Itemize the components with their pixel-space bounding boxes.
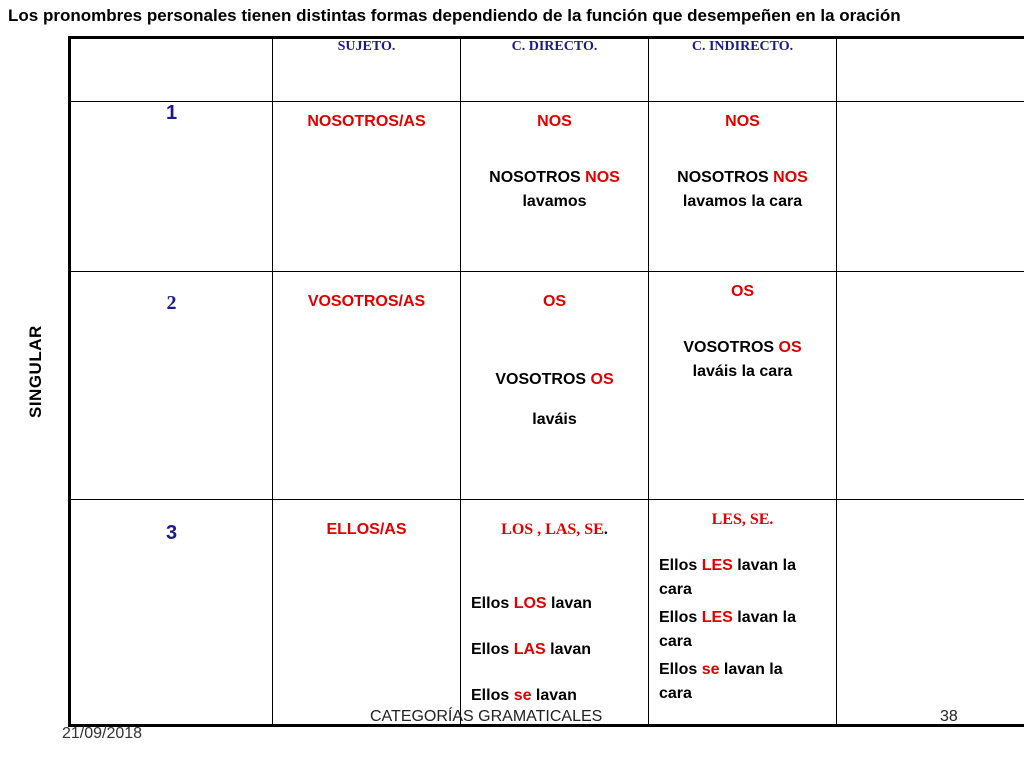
- ci-example-verb: lavamos la cara: [682, 193, 803, 210]
- sujeto-cell: [273, 500, 461, 726]
- ci-pronoun: OS: [730, 283, 755, 300]
- row-number: 3: [70, 500, 273, 726]
- footer-title: CATEGORÍAS GRAMATICALES: [370, 708, 603, 725]
- ci-example-line: Ellos se lavan la cara: [659, 661, 783, 702]
- c-directo-cell: [461, 102, 649, 272]
- table-row: [70, 272, 1024, 500]
- c-indirecto-cell: [649, 272, 837, 500]
- ci-example-line: Ellos LES lavan la cara: [659, 557, 796, 598]
- cd-example-line: Ellos se lavan: [471, 687, 577, 704]
- cd-pronoun: LOS , LAS, SE.: [501, 521, 608, 538]
- sujeto-cell: [273, 102, 461, 272]
- table-row: [70, 102, 1024, 272]
- cd-example-line: Ellos LAS lavan: [471, 641, 592, 658]
- row-number: 1: [70, 102, 273, 272]
- c-indirecto-cell: [649, 102, 837, 272]
- table-row: [70, 500, 1024, 726]
- empty-cell: [837, 500, 1024, 726]
- cd-example-line: Ellos LOS lavan: [471, 595, 592, 612]
- cd-example: VOSOTROS OS: [495, 371, 614, 388]
- row-number: 2: [70, 272, 273, 500]
- ci-example: VOSOTROS OS: [683, 339, 802, 356]
- header-cell-sujeto: SUJETO.: [273, 38, 461, 102]
- side-label-singular: SINGULAR: [26, 325, 45, 418]
- cd-pronoun: NOS: [537, 113, 572, 130]
- cd-pronoun: OS: [542, 293, 567, 310]
- c-indirecto-cell: [649, 500, 837, 726]
- ci-example: NOSOTROS NOS: [677, 169, 808, 186]
- header-cell-c-directo: C. DIRECTO.: [461, 38, 649, 102]
- ci-pronoun: NOS: [725, 113, 760, 130]
- footer-date: 21/09/2018: [62, 725, 143, 742]
- empty-cell: [837, 102, 1024, 272]
- header-cell-empty: [70, 38, 273, 102]
- c-directo-cell: [461, 272, 649, 500]
- ci-example-line: Ellos LES lavan la cara: [659, 609, 796, 650]
- ci-pronoun: LES, SE.: [711, 511, 774, 528]
- cd-example-verb: lavamos: [522, 193, 587, 210]
- slide-title: Los pronombres personales tienen distintas formas dependiendo de la función que desempeñen en la oración: [8, 6, 901, 25]
- ci-example-verb: laváis la cara: [692, 363, 793, 380]
- cd-example-verb: laváis: [532, 411, 577, 428]
- empty-cell: [837, 272, 1024, 500]
- sujeto-pronoun: NOSOTROS/AS: [307, 113, 426, 130]
- footer-page-number: 38: [940, 708, 958, 725]
- sujeto-pronoun: VOSOTROS/AS: [307, 293, 426, 310]
- pronoun-table: [68, 36, 1024, 727]
- header-cell-c-indirecto: C. INDIRECTO.: [649, 38, 837, 102]
- sujeto-pronoun: ELLOS/AS: [326, 521, 407, 538]
- c-directo-cell: [461, 500, 649, 726]
- header-cell-empty-right: [837, 38, 1024, 102]
- sujeto-cell: [273, 272, 461, 500]
- table-header-row: [70, 38, 1024, 102]
- cd-example: NOSOTROS NOS: [489, 169, 620, 186]
